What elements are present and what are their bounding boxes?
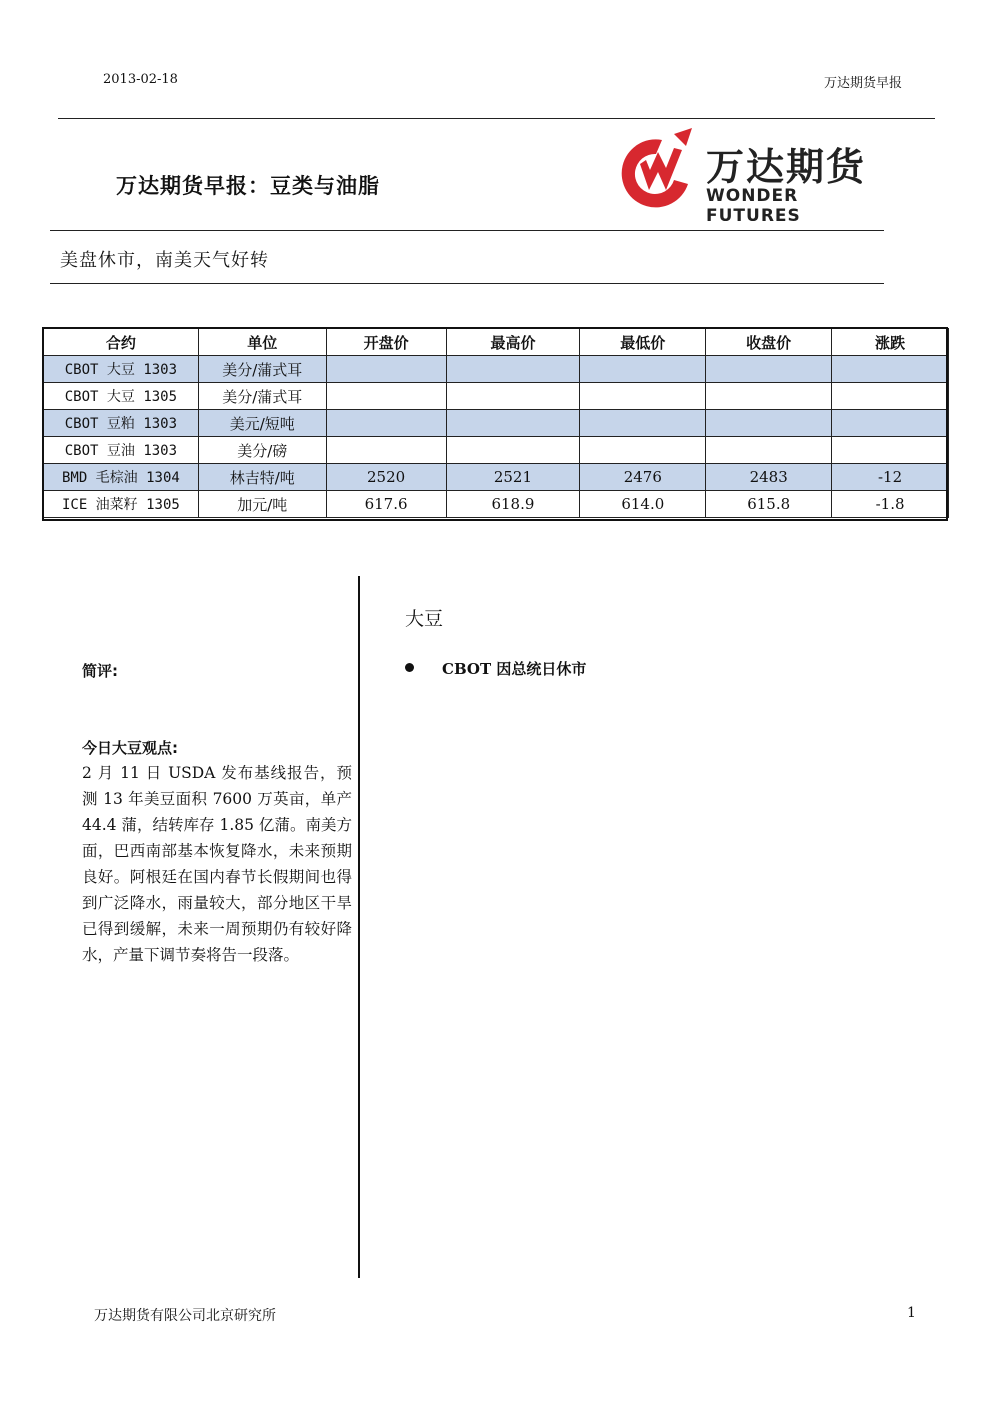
subtitle-divider [50,283,884,284]
cell-high [446,383,580,410]
cell-open [326,437,446,464]
table-row [44,410,949,437]
cell-change [832,383,949,410]
cell-unit: 美分/蒲式耳 [198,383,326,410]
cell-close [706,437,832,464]
cell-open [326,356,446,383]
bullet-dot-icon [405,663,414,672]
cell-high [446,437,580,464]
cell-open: 617.6 [326,491,446,518]
cell-open: 2520 [326,464,446,491]
cell-unit: 美分/磅 [198,437,326,464]
header-report-name: 万达期货早报 [823,76,902,91]
cell-unit: 加元/吨 [198,491,326,518]
cell-contract: CBOT 豆粕 1303 [44,410,199,437]
header-divider [58,118,935,119]
cell-close: 2483 [706,464,832,491]
cell-low: 614.0 [580,491,706,518]
cell-change: -12 [832,464,949,491]
cell-high: 618.9 [446,491,580,518]
cell-low: 2476 [580,464,706,491]
cell-contract: BMD 毛棕油 1304 [44,464,199,491]
cell-contract: CBOT 大豆 1303 [44,356,199,383]
page-title: 万达期货早报：豆类与油脂 [116,174,380,198]
cell-low [580,383,706,410]
view-title: 今日大豆观点: [82,739,178,757]
logo-en-text: WONDER FUTURES [706,186,801,226]
table-row [44,437,949,464]
cell-unit: 林吉特/吨 [198,464,326,491]
header-date: 2013-02-18 [103,72,178,87]
title-divider [50,230,884,231]
col-header-change: 涨跌 [832,329,949,356]
table-row [44,356,949,383]
table-row [44,383,949,410]
col-header-unit: 单位 [198,329,326,356]
col-header-contract: 合约 [44,329,199,356]
page-subtitle: 美盘休市，南美天气好转 [60,250,269,271]
col-header-close: 收盘价 [706,329,832,356]
cell-contract: CBOT 大豆 1305 [44,383,199,410]
company-logo [616,128,896,226]
cell-low [580,410,706,437]
col-header-low: 最低价 [580,329,706,356]
cell-close [706,383,832,410]
logo-cn-text: 万达期货 [706,145,867,189]
footer-company: 万达期货有限公司北京研究所 [94,1308,276,1324]
cell-contract: CBOT 豆油 1303 [44,437,199,464]
column-divider [358,576,360,1278]
logo-mark-icon [616,128,696,213]
cell-unit: 美元/短吨 [198,410,326,437]
cell-close [706,410,832,437]
page-number: 1 [907,1305,916,1321]
table-header-row [44,329,949,356]
table-row [44,464,949,491]
cell-high: 2521 [446,464,580,491]
view-body: 2 月 11 日 USDA 发布基线报告，预测 13 年美豆面积 7600 万英亩，单产 44.4 蒲，结转库存 1.85 亿蒲。南美方面，巴西南部基本恢复降水，未来预期良好。阿根廷在国内春节长假期间也得到广泛降水，雨量较大，部分地区干旱已得到缓解，未来一周预期仍有较好降水，产量下调节奏将告一段落。 [82,764,352,964]
cell-low [580,356,706,383]
cell-change [832,356,949,383]
table-row [44,491,949,518]
cell-contract: ICE 油菜籽 1305 [44,491,199,518]
cell-change [832,437,949,464]
cell-high [446,410,580,437]
col-header-open: 开盘价 [326,329,446,356]
cell-close: 615.8 [706,491,832,518]
cell-open [326,383,446,410]
cell-change: -1.8 [832,491,949,518]
cell-open [326,410,446,437]
bullet-item: CBOT 因总统日休市 [442,660,587,678]
cell-low [580,437,706,464]
col-header-high: 最高价 [446,329,580,356]
commentary-label: 简评: [82,662,118,680]
cell-high [446,356,580,383]
quote-table [43,328,949,518]
cell-change [832,410,949,437]
cell-unit: 美分/蒲式耳 [198,356,326,383]
section-title: 大豆 [405,608,444,630]
cell-close [706,356,832,383]
